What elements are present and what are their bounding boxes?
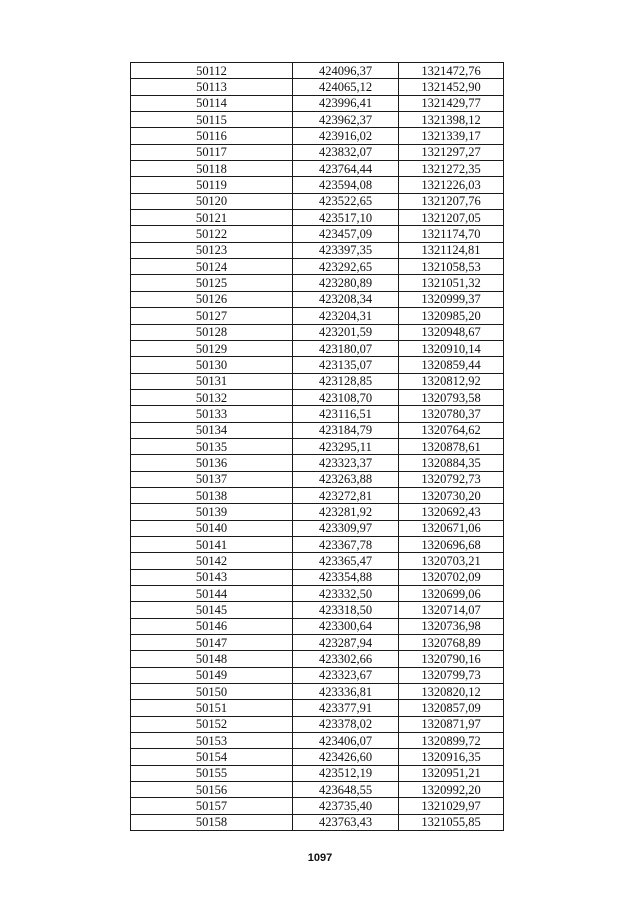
point-number-cell: 50151 xyxy=(131,700,293,716)
point-number-cell: 50152 xyxy=(131,716,293,732)
x-coordinate-cell: 423180,07 xyxy=(293,340,399,356)
table-row xyxy=(131,586,504,602)
y-coordinate-cell: 1320916,35 xyxy=(399,749,504,765)
y-coordinate-cell: 1320948,67 xyxy=(399,324,504,340)
table-row xyxy=(131,422,504,438)
y-coordinate-cell: 1320799,73 xyxy=(399,667,504,683)
y-coordinate-cell: 1320696,68 xyxy=(399,536,504,552)
table-row xyxy=(131,765,504,781)
point-number-cell: 50149 xyxy=(131,667,293,683)
y-coordinate-cell: 1321452,90 xyxy=(399,79,504,95)
table-row xyxy=(131,733,504,749)
x-coordinate-cell: 423323,37 xyxy=(293,455,399,471)
x-coordinate-cell: 423323,67 xyxy=(293,667,399,683)
table-row xyxy=(131,487,504,503)
x-coordinate-cell: 423735,40 xyxy=(293,798,399,814)
x-coordinate-cell: 423208,34 xyxy=(293,291,399,307)
point-number-cell: 50129 xyxy=(131,340,293,356)
y-coordinate-cell: 1321051,32 xyxy=(399,275,504,291)
x-coordinate-cell: 423281,92 xyxy=(293,504,399,520)
y-coordinate-cell: 1321429,77 xyxy=(399,95,504,111)
table-row xyxy=(131,569,504,585)
point-number-cell: 50141 xyxy=(131,536,293,552)
point-number-cell: 50130 xyxy=(131,357,293,373)
y-coordinate-cell: 1321226,03 xyxy=(399,177,504,193)
table-row xyxy=(131,602,504,618)
table-row xyxy=(131,455,504,471)
x-coordinate-cell: 423332,50 xyxy=(293,586,399,602)
point-number-cell: 50112 xyxy=(131,63,293,79)
table-row xyxy=(131,749,504,765)
point-number-cell: 50150 xyxy=(131,684,293,700)
point-number-cell: 50142 xyxy=(131,553,293,569)
page-number: 1097 xyxy=(307,852,333,864)
table-row xyxy=(131,308,504,324)
point-number-cell: 50120 xyxy=(131,193,293,209)
point-number-cell: 50121 xyxy=(131,210,293,226)
table-row xyxy=(131,324,504,340)
x-coordinate-cell: 423108,70 xyxy=(293,389,399,405)
point-number-cell: 50125 xyxy=(131,275,293,291)
table-row xyxy=(131,716,504,732)
x-coordinate-cell: 423832,07 xyxy=(293,144,399,160)
point-number-cell: 50127 xyxy=(131,308,293,324)
point-number-cell: 50137 xyxy=(131,471,293,487)
table-row xyxy=(131,667,504,683)
x-coordinate-cell: 423397,35 xyxy=(293,242,399,258)
point-number-cell: 50135 xyxy=(131,438,293,454)
point-number-cell: 50133 xyxy=(131,406,293,422)
x-coordinate-cell: 423128,85 xyxy=(293,373,399,389)
table-row xyxy=(131,389,504,405)
table-row xyxy=(131,536,504,552)
point-number-cell: 50132 xyxy=(131,389,293,405)
x-coordinate-cell: 423204,31 xyxy=(293,308,399,324)
table-row xyxy=(131,242,504,258)
y-coordinate-cell: 1320820,12 xyxy=(399,684,504,700)
point-number-cell: 50139 xyxy=(131,504,293,520)
table-row xyxy=(131,226,504,242)
y-coordinate-cell: 1320692,43 xyxy=(399,504,504,520)
point-number-cell: 50128 xyxy=(131,324,293,340)
y-coordinate-cell: 1320985,20 xyxy=(399,308,504,324)
point-number-cell: 50143 xyxy=(131,569,293,585)
x-coordinate-cell: 423996,41 xyxy=(293,95,399,111)
y-coordinate-cell: 1320764,62 xyxy=(399,422,504,438)
point-number-cell: 50146 xyxy=(131,618,293,634)
table-row xyxy=(131,798,504,814)
y-coordinate-cell: 1320730,20 xyxy=(399,487,504,503)
y-coordinate-cell: 1321297,27 xyxy=(399,144,504,160)
table-row xyxy=(131,275,504,291)
table-row xyxy=(131,438,504,454)
point-number-cell: 50144 xyxy=(131,586,293,602)
x-coordinate-cell: 424096,37 xyxy=(293,63,399,79)
x-coordinate-cell: 423295,11 xyxy=(293,438,399,454)
y-coordinate-cell: 1321398,12 xyxy=(399,112,504,128)
x-coordinate-cell: 423406,07 xyxy=(293,733,399,749)
point-number-cell: 50122 xyxy=(131,226,293,242)
point-number-cell: 50131 xyxy=(131,373,293,389)
y-coordinate-cell: 1321207,76 xyxy=(399,193,504,209)
y-coordinate-cell: 1321058,53 xyxy=(399,259,504,275)
table-row xyxy=(131,406,504,422)
y-coordinate-cell: 1320884,35 xyxy=(399,455,504,471)
x-coordinate-cell: 423377,91 xyxy=(293,700,399,716)
x-coordinate-cell: 423517,10 xyxy=(293,210,399,226)
y-coordinate-cell: 1320992,20 xyxy=(399,782,504,798)
x-coordinate-cell: 423292,65 xyxy=(293,259,399,275)
y-coordinate-cell: 1321472,76 xyxy=(399,63,504,79)
table-row xyxy=(131,95,504,111)
y-coordinate-cell: 1320812,92 xyxy=(399,373,504,389)
x-coordinate-cell: 424065,12 xyxy=(293,79,399,95)
point-number-cell: 50126 xyxy=(131,291,293,307)
point-number-cell: 50157 xyxy=(131,798,293,814)
point-number-cell: 50148 xyxy=(131,651,293,667)
table-row xyxy=(131,553,504,569)
y-coordinate-cell: 1320790,16 xyxy=(399,651,504,667)
y-coordinate-cell: 1320768,89 xyxy=(399,635,504,651)
table-row xyxy=(131,259,504,275)
x-coordinate-cell: 423318,50 xyxy=(293,602,399,618)
y-coordinate-cell: 1320703,21 xyxy=(399,553,504,569)
table-row xyxy=(131,177,504,193)
x-coordinate-cell: 423962,37 xyxy=(293,112,399,128)
y-coordinate-cell: 1320736,98 xyxy=(399,618,504,634)
table-row xyxy=(131,618,504,634)
point-number-cell: 50123 xyxy=(131,242,293,258)
x-coordinate-cell: 423280,89 xyxy=(293,275,399,291)
x-coordinate-cell: 423336,81 xyxy=(293,684,399,700)
y-coordinate-cell: 1320671,06 xyxy=(399,520,504,536)
y-coordinate-cell: 1320702,09 xyxy=(399,569,504,585)
y-coordinate-cell: 1321339,17 xyxy=(399,128,504,144)
table-row xyxy=(131,471,504,487)
point-number-cell: 50155 xyxy=(131,765,293,781)
y-coordinate-cell: 1320859,44 xyxy=(399,357,504,373)
x-coordinate-cell: 423457,09 xyxy=(293,226,399,242)
table-row xyxy=(131,635,504,651)
x-coordinate-cell: 423512,19 xyxy=(293,765,399,781)
table-row xyxy=(131,193,504,209)
y-coordinate-cell: 1320951,21 xyxy=(399,765,504,781)
table-row xyxy=(131,520,504,536)
x-coordinate-cell: 423378,02 xyxy=(293,716,399,732)
table-row xyxy=(131,340,504,356)
point-number-cell: 50115 xyxy=(131,112,293,128)
x-coordinate-cell: 423116,51 xyxy=(293,406,399,422)
x-coordinate-cell: 423367,78 xyxy=(293,536,399,552)
table-row xyxy=(131,651,504,667)
x-coordinate-cell: 423272,81 xyxy=(293,487,399,503)
y-coordinate-cell: 1320699,06 xyxy=(399,586,504,602)
point-number-cell: 50158 xyxy=(131,814,293,830)
table-row xyxy=(131,210,504,226)
y-coordinate-cell: 1320780,37 xyxy=(399,406,504,422)
point-number-cell: 50154 xyxy=(131,749,293,765)
y-coordinate-cell: 1321207,05 xyxy=(399,210,504,226)
point-number-cell: 50113 xyxy=(131,79,293,95)
x-coordinate-cell: 423263,88 xyxy=(293,471,399,487)
x-coordinate-cell: 423302,66 xyxy=(293,651,399,667)
table-row xyxy=(131,112,504,128)
y-coordinate-cell: 1320871,97 xyxy=(399,716,504,732)
x-coordinate-cell: 423354,88 xyxy=(293,569,399,585)
point-number-cell: 50118 xyxy=(131,161,293,177)
y-coordinate-cell: 1320999,37 xyxy=(399,291,504,307)
y-coordinate-cell: 1320910,14 xyxy=(399,340,504,356)
y-coordinate-cell: 1320793,58 xyxy=(399,389,504,405)
y-coordinate-cell: 1320899,72 xyxy=(399,733,504,749)
x-coordinate-cell: 423135,07 xyxy=(293,357,399,373)
point-number-cell: 50114 xyxy=(131,95,293,111)
table-row xyxy=(131,144,504,160)
x-coordinate-cell: 423201,59 xyxy=(293,324,399,340)
x-coordinate-cell: 423763,43 xyxy=(293,814,399,830)
point-number-cell: 50156 xyxy=(131,782,293,798)
point-number-cell: 50136 xyxy=(131,455,293,471)
table-row xyxy=(131,373,504,389)
x-coordinate-cell: 423522,65 xyxy=(293,193,399,209)
table-row xyxy=(131,79,504,95)
point-number-cell: 50138 xyxy=(131,487,293,503)
y-coordinate-cell: 1320857,09 xyxy=(399,700,504,716)
x-coordinate-cell: 423287,94 xyxy=(293,635,399,651)
point-number-cell: 50147 xyxy=(131,635,293,651)
point-number-cell: 50153 xyxy=(131,733,293,749)
coordinates-table xyxy=(130,62,504,831)
y-coordinate-cell: 1321174,70 xyxy=(399,226,504,242)
table-row xyxy=(131,161,504,177)
coordinates-table-body xyxy=(131,63,504,831)
x-coordinate-cell: 423426,60 xyxy=(293,749,399,765)
y-coordinate-cell: 1321272,35 xyxy=(399,161,504,177)
table-row xyxy=(131,291,504,307)
table-row xyxy=(131,504,504,520)
x-coordinate-cell: 423184,79 xyxy=(293,422,399,438)
point-number-cell: 50124 xyxy=(131,259,293,275)
y-coordinate-cell: 1321055,85 xyxy=(399,814,504,830)
table-row xyxy=(131,63,504,79)
x-coordinate-cell: 423594,08 xyxy=(293,177,399,193)
y-coordinate-cell: 1321029,97 xyxy=(399,798,504,814)
point-number-cell: 50134 xyxy=(131,422,293,438)
table-row xyxy=(131,684,504,700)
y-coordinate-cell: 1320714,07 xyxy=(399,602,504,618)
y-coordinate-cell: 1320792,73 xyxy=(399,471,504,487)
x-coordinate-cell: 423648,55 xyxy=(293,782,399,798)
y-coordinate-cell: 1320878,61 xyxy=(399,438,504,454)
x-coordinate-cell: 423916,02 xyxy=(293,128,399,144)
x-coordinate-cell: 423309,97 xyxy=(293,520,399,536)
point-number-cell: 50117 xyxy=(131,144,293,160)
table-row xyxy=(131,128,504,144)
table-row xyxy=(131,357,504,373)
table-row xyxy=(131,814,504,830)
table-row xyxy=(131,782,504,798)
point-number-cell: 50140 xyxy=(131,520,293,536)
table-row xyxy=(131,700,504,716)
x-coordinate-cell: 423300,64 xyxy=(293,618,399,634)
point-number-cell: 50116 xyxy=(131,128,293,144)
point-number-cell: 50145 xyxy=(131,602,293,618)
x-coordinate-cell: 423764,44 xyxy=(293,161,399,177)
y-coordinate-cell: 1321124,81 xyxy=(399,242,504,258)
x-coordinate-cell: 423365,47 xyxy=(293,553,399,569)
point-number-cell: 50119 xyxy=(131,177,293,193)
